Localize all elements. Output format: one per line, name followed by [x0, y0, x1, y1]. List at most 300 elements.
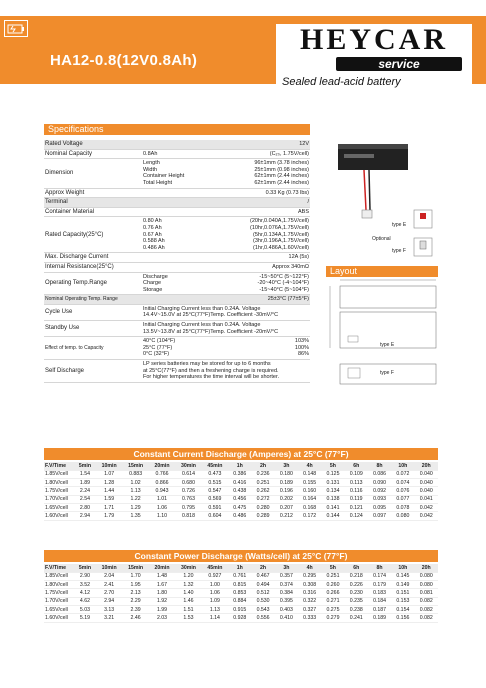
- spec-value: 100%: [294, 344, 309, 351]
- table-row: [44, 512, 438, 520]
- table-cell: 0.149: [391, 581, 414, 589]
- spec-row: [44, 360, 310, 383]
- table-cell: 0.289: [251, 512, 274, 520]
- spec-label: Effect of temp. to Capacity: [44, 337, 142, 360]
- table-cell: 1.89: [74, 479, 96, 487]
- table-cell: 0.322: [298, 597, 321, 605]
- table-cell: 1.60V/cell: [44, 512, 74, 520]
- table-cell: 0.614: [175, 470, 201, 478]
- table-cell: 0.604: [202, 512, 228, 520]
- spec-row: [44, 198, 310, 208]
- table-header-cell: F.V/Time: [44, 564, 74, 572]
- table-row: [44, 470, 438, 478]
- spec-label: Rated Capacity(25°C): [44, 217, 142, 253]
- table-cell: 0.853: [228, 589, 251, 597]
- table-cell: 0.543: [251, 605, 274, 613]
- table-cell: 1.51: [175, 605, 201, 613]
- table-cell: 0.280: [251, 503, 274, 511]
- table-cell: 0.266: [321, 589, 344, 597]
- spec-value: For higher temperatures the time interval will be shorter.: [143, 374, 280, 381]
- spec-row: [44, 207, 310, 217]
- spec-value: at 25°C(77°F) and then a freshening charge is required.: [143, 367, 279, 374]
- table-cell: 0.151: [391, 589, 414, 597]
- table-cell: 0.179: [368, 581, 391, 589]
- table-cell: 0.097: [368, 512, 391, 520]
- table-cell: 0.308: [298, 581, 321, 589]
- spec-value: -15~50°C (5~122°F): [259, 273, 309, 280]
- spec-label: Max. Discharge Current: [44, 253, 142, 263]
- spec-value: [142, 217, 212, 253]
- table-cell: 0.271: [321, 597, 344, 605]
- table-cell: 5.03: [74, 605, 96, 613]
- table-header-cell: 10h: [391, 564, 414, 572]
- spec-value: 86%: [297, 351, 309, 358]
- spec-value: [142, 262, 212, 272]
- table-header-cell: 30min: [175, 564, 201, 572]
- table-cell: 0.174: [368, 572, 391, 580]
- table-cell: 0.766: [149, 470, 175, 478]
- table-header-cell: 8h: [368, 564, 391, 572]
- table-cell: 0.041: [415, 495, 439, 503]
- table-cell: 0.512: [251, 589, 274, 597]
- table-cell: 0.251: [251, 479, 274, 487]
- table-cell: 0.815: [228, 581, 251, 589]
- table-row: [44, 572, 438, 580]
- table-row: [44, 589, 438, 597]
- table-cell: 0.113: [345, 479, 368, 487]
- table-cell: 1.32: [175, 581, 201, 589]
- table-cell: 0.082: [415, 605, 439, 613]
- table-cell: 0.591: [202, 503, 228, 511]
- spec-value: [142, 321, 310, 337]
- spec-row: [44, 188, 310, 198]
- table-cell: 2.94: [96, 597, 122, 605]
- table-cell: 0.486: [228, 512, 251, 520]
- table-cell: 0.230: [345, 589, 368, 597]
- spec-value: [142, 295, 212, 305]
- spec-value: [142, 360, 310, 383]
- table-cell: 0.235: [345, 597, 368, 605]
- table-cell: 0.795: [175, 503, 201, 511]
- table-cell: 0.467: [251, 572, 274, 580]
- table-header-cell: 3h: [275, 564, 298, 572]
- table-cell: 1.40: [175, 589, 201, 597]
- spec-value: 0°C (32°F): [143, 351, 170, 358]
- spec-value: [142, 337, 212, 360]
- table-cell: 0.726: [175, 487, 201, 495]
- table-cell: 0.218: [345, 572, 368, 580]
- table-cell: 0.475: [228, 503, 251, 511]
- table-cell: 0.196: [275, 487, 298, 495]
- spec-label: Nominal Operating Temp. Range: [44, 295, 142, 305]
- table-cell: 0.156: [391, 614, 414, 622]
- table-cell: 1.00: [202, 581, 228, 589]
- table-header-cell: 1h: [228, 462, 251, 470]
- table-cell: 0.187: [368, 605, 391, 613]
- power-discharge-table: [44, 564, 438, 623]
- table-cell: 0.316: [298, 589, 321, 597]
- table-cell: 1.35: [122, 512, 148, 520]
- table-cell: 0.818: [175, 512, 201, 520]
- table-cell: 0.042: [415, 503, 439, 511]
- table-cell: 1.70V/cell: [44, 597, 74, 605]
- spec-label: Approx Weight: [44, 188, 142, 198]
- table-cell: 2.03: [149, 614, 175, 622]
- spec-value: 103%: [294, 338, 309, 345]
- spec-label: Internal Resistance(25°C): [44, 262, 142, 272]
- table-cell: 1.65V/cell: [44, 605, 74, 613]
- spec-value: LP series batteries may be stored for up to 6 months: [143, 361, 271, 368]
- table-cell: 0.077: [391, 495, 414, 503]
- table-cell: 0.124: [345, 512, 368, 520]
- table-cell: 1.67: [149, 581, 175, 589]
- photo-type-e: type E: [392, 222, 407, 228]
- table-cell: 2.80: [74, 503, 96, 511]
- table-cell: 0.180: [275, 470, 298, 478]
- spec-value: [142, 207, 212, 217]
- table-cell: 0.410: [275, 614, 298, 622]
- spec-value: [142, 304, 310, 320]
- table-cell: 0.155: [298, 479, 321, 487]
- spec-row: [44, 262, 310, 272]
- table-cell: 0.189: [275, 479, 298, 487]
- spec-row: [44, 321, 310, 337]
- table-cell: 1.60V/cell: [44, 614, 74, 622]
- spec-row: [44, 272, 310, 295]
- table-cell: 0.074: [391, 479, 414, 487]
- table-cell: 2.94: [74, 512, 96, 520]
- table-header-cell: 1h: [228, 564, 251, 572]
- spec-value: 96±1mm (3.78 inches): [254, 160, 309, 167]
- spec-value: [142, 159, 212, 188]
- table-cell: 0.251: [321, 572, 344, 580]
- table-cell: 0.202: [275, 495, 298, 503]
- table-cell: 5.19: [74, 614, 96, 622]
- table-cell: 0.763: [175, 495, 201, 503]
- model-title: HA12-0.8(12V0.8Ah): [50, 52, 198, 69]
- specifications-title: Specifications: [44, 124, 310, 135]
- table-header-cell: 20h: [415, 564, 439, 572]
- table-cell: 2.46: [122, 614, 148, 622]
- layout-type-f: type F: [380, 370, 394, 376]
- table-cell: 0.121: [345, 503, 368, 511]
- table-cell: 0.473: [202, 470, 228, 478]
- table-cell: 1.29: [122, 503, 148, 511]
- table-cell: 1.44: [96, 487, 122, 495]
- spec-row: [44, 253, 310, 263]
- table-cell: 1.70V/cell: [44, 495, 74, 503]
- table-cell: 0.494: [251, 581, 274, 589]
- table-row: [44, 503, 438, 511]
- table-cell: 1.95: [122, 581, 148, 589]
- table-row: [44, 605, 438, 613]
- table-cell: 0.883: [122, 470, 148, 478]
- table-header-cell: 5min: [74, 564, 96, 572]
- table-cell: 1.70: [122, 572, 148, 580]
- table-cell: 0.943: [149, 487, 175, 495]
- table-cell: 1.79: [96, 512, 122, 520]
- table-cell: 0.761: [228, 572, 251, 580]
- spec-value: Length: [143, 160, 160, 167]
- table-header-cell: 4h: [298, 462, 321, 470]
- table-header-cell: 15min: [122, 462, 148, 470]
- table-cell: 2.29: [122, 597, 148, 605]
- table-cell: 1.80V/cell: [44, 581, 74, 589]
- spec-value: 14.4V~15.0V at 25°C(77°F)Temp. Coefficient -30mV/°C: [143, 312, 279, 319]
- table-cell: 0.153: [391, 597, 414, 605]
- table-cell: 0.134: [321, 487, 344, 495]
- spec-row: [44, 159, 310, 188]
- photo-type-f: type F: [392, 248, 406, 254]
- table-cell: 1.75V/cell: [44, 589, 74, 597]
- table-cell: 4.62: [74, 597, 96, 605]
- table-cell: 0.915: [228, 605, 251, 613]
- table-cell: 1.75V/cell: [44, 487, 74, 495]
- table-cell: 0.168: [298, 503, 321, 511]
- spec-value: Initial Charging Current less than 0.24A. Voltage: [143, 305, 261, 312]
- spec-label: Terminal: [44, 198, 142, 208]
- spec-value: 40°C (104°F): [143, 338, 176, 345]
- spec-value: 0.588 Ah: [143, 238, 165, 245]
- table-header-cell: 10min: [96, 564, 122, 572]
- spec-value: (20hr,0.040A,1.75V/cell): [249, 218, 309, 225]
- table-header-cell: 10h: [391, 462, 414, 470]
- spec-value: [142, 140, 212, 149]
- table-cell: 1.20: [175, 572, 201, 580]
- table-cell: 0.395: [275, 597, 298, 605]
- layout-drawing: [322, 276, 444, 396]
- table-cell: 0.384: [275, 589, 298, 597]
- spec-value: 0.33 Kg (0.73 lbs): [212, 188, 310, 198]
- table-cell: 1.85V/cell: [44, 572, 74, 580]
- table-cell: 0.530: [251, 597, 274, 605]
- table-cell: 2.70: [96, 589, 122, 597]
- table-cell: 1.92: [149, 597, 175, 605]
- layout-title: Layout: [326, 266, 438, 277]
- table-cell: 1.46: [175, 597, 201, 605]
- table-cell: 0.403: [275, 605, 298, 613]
- table-cell: 0.080: [415, 572, 439, 580]
- spec-value: 12V: [212, 140, 310, 149]
- spec-value: (1hr,0.486A,1.60V/cell): [253, 244, 309, 251]
- spec-table: [44, 140, 310, 383]
- table-cell: 0.416: [228, 479, 251, 487]
- table-cell: 1.71: [96, 503, 122, 511]
- spec-value: 25±1mm (0.98 inches): [254, 166, 309, 173]
- table-cell: 0.164: [298, 495, 321, 503]
- spec-value: [142, 188, 212, 198]
- spec-value: Total Height: [143, 179, 173, 186]
- table-header-cell: 20min: [149, 462, 175, 470]
- spec-value: 62±1mm (2.44 inches): [254, 179, 309, 186]
- table-cell: 0.072: [391, 470, 414, 478]
- table-cell: 0.093: [368, 495, 391, 503]
- table-cell: 0.884: [228, 597, 251, 605]
- spec-row: [44, 304, 310, 320]
- table-cell: 0.866: [149, 479, 175, 487]
- table-cell: 1.02: [122, 479, 148, 487]
- spec-value: Storage: [143, 286, 163, 293]
- brand-tagline: Sealed lead-acid battery: [282, 76, 401, 88]
- table-cell: 0.160: [298, 487, 321, 495]
- table-cell: 0.226: [345, 581, 368, 589]
- table-cell: 0.236: [251, 470, 274, 478]
- table-cell: 0.040: [415, 470, 439, 478]
- table-header-row: [44, 462, 438, 470]
- table-cell: 1.80: [149, 589, 175, 597]
- table-cell: 0.131: [321, 479, 344, 487]
- table-header-cell: 45min: [202, 564, 228, 572]
- table-cell: 1.14: [202, 614, 228, 622]
- table-cell: 2.41: [96, 581, 122, 589]
- table-cell: 1.54: [74, 470, 96, 478]
- table-cell: 0.569: [202, 495, 228, 503]
- table-cell: 0.125: [321, 470, 344, 478]
- brand-logo: [276, 24, 472, 100]
- table-cell: 2.54: [74, 495, 96, 503]
- table-cell: 2.04: [96, 572, 122, 580]
- table-cell: 0.040: [415, 479, 439, 487]
- spec-row: [44, 149, 310, 159]
- table-cell: 0.080: [391, 512, 414, 520]
- spec-value: -15~40°C (5~104°F): [259, 286, 309, 293]
- table-cell: 3.52: [74, 581, 96, 589]
- table-cell: 0.927: [202, 572, 228, 580]
- table-cell: 1.53: [175, 614, 201, 622]
- spec-value: 0.67 Ah: [143, 231, 162, 238]
- table-header-row: [44, 564, 438, 572]
- table-cell: 0.172: [298, 512, 321, 520]
- current-table-title: Constant Current Discharge (Amperes) at 25°C (77°F): [44, 448, 438, 460]
- table-header-cell: 10min: [96, 462, 122, 470]
- table-cell: 0.144: [321, 512, 344, 520]
- table-cell: 0.212: [275, 512, 298, 520]
- table-cell: 1.80V/cell: [44, 479, 74, 487]
- table-cell: 1.10: [149, 512, 175, 520]
- table-row: [44, 614, 438, 622]
- spec-value: ABS: [212, 207, 310, 217]
- spec-label: Dimension: [44, 159, 142, 188]
- spec-value: 12A (5s): [212, 253, 310, 263]
- table-cell: 0.456: [228, 495, 251, 503]
- table-cell: 0.095: [368, 503, 391, 511]
- spec-value: Approx 340mΩ: [212, 262, 310, 272]
- table-cell: 1.01: [149, 495, 175, 503]
- spec-value: -20~40°C (-4~104°F): [257, 280, 309, 287]
- table-cell: 0.119: [345, 495, 368, 503]
- spec-value: 25±3°C (77±5°F): [212, 295, 310, 305]
- table-cell: 2.90: [74, 572, 96, 580]
- table-header-cell: 6h: [345, 462, 368, 470]
- table-header-cell: 5min: [74, 462, 96, 470]
- table-header-cell: 30min: [175, 462, 201, 470]
- table-row: [44, 495, 438, 503]
- spec-value: 0.80 Ah: [143, 218, 162, 225]
- spec-value: Width: [143, 166, 158, 173]
- table-cell: 0.260: [321, 581, 344, 589]
- table-cell: 0.295: [298, 572, 321, 580]
- table-header-cell: 20h: [415, 462, 439, 470]
- table-row: [44, 487, 438, 495]
- spec-value: 0.486 Ah: [143, 244, 165, 251]
- table-cell: 0.080: [415, 581, 439, 589]
- table-cell: 0.148: [298, 470, 321, 478]
- brand-service: service: [336, 57, 462, 71]
- layout-type-e: type E: [380, 342, 395, 348]
- spec-value: (3hr,0.196A,1.75V/cell): [253, 238, 309, 245]
- table-cell: 0.333: [298, 614, 321, 622]
- table-cell: 0.928: [228, 614, 251, 622]
- table-cell: 0.262: [251, 487, 274, 495]
- table-header-cell: 2h: [251, 462, 274, 470]
- table-header-cell: 5h: [321, 564, 344, 572]
- table-cell: 0.116: [345, 487, 368, 495]
- spec-value: (10hr,0.076A,1.75V/cell): [249, 224, 309, 231]
- spec-value: 0.76 Ah: [143, 224, 162, 231]
- table-cell: 0.556: [251, 614, 274, 622]
- table-cell: 0.374: [275, 581, 298, 589]
- spec-label: Cycle Use: [44, 304, 142, 320]
- spec-row: [44, 140, 310, 149]
- table-cell: 0.547: [202, 487, 228, 495]
- table-cell: 0.241: [345, 614, 368, 622]
- spec-value: [212, 337, 310, 360]
- table-header-cell: 2h: [251, 564, 274, 572]
- table-cell: 2.13: [122, 589, 148, 597]
- table-cell: 0.092: [368, 487, 391, 495]
- table-cell: 0.357: [275, 572, 298, 580]
- table-header-cell: 3h: [275, 462, 298, 470]
- table-cell: 1.06: [202, 589, 228, 597]
- table-cell: 0.154: [391, 605, 414, 613]
- spec-label: Nominal Capacity: [44, 149, 142, 159]
- spec-value: /: [212, 198, 310, 208]
- table-cell: 0.082: [415, 597, 439, 605]
- table-cell: 0.438: [228, 487, 251, 495]
- power-table-title: Constant Power Discharge (Watts/cell) at 25°C (77°F): [44, 550, 438, 562]
- spec-value: Discharge: [143, 273, 168, 280]
- table-cell: 0.184: [368, 597, 391, 605]
- spec-value: Charge: [143, 280, 162, 287]
- spec-value: [142, 253, 212, 263]
- spec-value: (C₂₀, 1.75V/cell): [212, 149, 310, 159]
- table-header-cell: 20min: [149, 564, 175, 572]
- table-cell: 1.85V/cell: [44, 470, 74, 478]
- spec-label: Self Discharge: [44, 360, 142, 383]
- table-row: [44, 479, 438, 487]
- table-header-cell: F.V/Time: [44, 462, 74, 470]
- table-cell: 2.39: [122, 605, 148, 613]
- spec-value: 0.8Ah: [142, 149, 212, 159]
- table-cell: 0.145: [391, 572, 414, 580]
- table-row: [44, 597, 438, 605]
- table-cell: 0.207: [275, 503, 298, 511]
- table-cell: 0.141: [321, 503, 344, 511]
- table-cell: 0.078: [391, 503, 414, 511]
- table-cell: 0.109: [345, 470, 368, 478]
- current-discharge-table: [44, 462, 438, 521]
- table-cell: 1.99: [149, 605, 175, 613]
- table-cell: 0.386: [228, 470, 251, 478]
- spec-label: Container Material: [44, 207, 142, 217]
- table-cell: 0.327: [298, 605, 321, 613]
- table-cell: 3.13: [96, 605, 122, 613]
- spec-row: [44, 337, 310, 360]
- battery-photo: [336, 140, 436, 266]
- spec-value: [212, 159, 310, 188]
- table-header-cell: 8h: [368, 462, 391, 470]
- spec-label: Rated Voltage: [44, 140, 142, 149]
